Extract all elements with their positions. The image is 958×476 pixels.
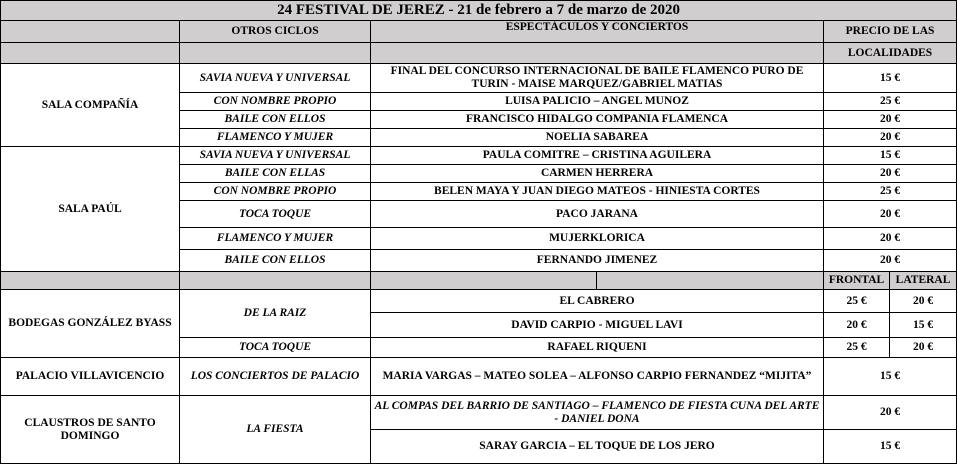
show-cell: BELEN MAYA Y JUAN DIEGO MATEOS - HINIESTA CORTES <box>371 183 824 201</box>
price-cell: 20 € <box>824 250 957 272</box>
price-cell: 25 € <box>824 183 957 201</box>
price-cell: 15 € <box>824 64 957 93</box>
header-shows: ESPECTÁCULOS Y CONCIERTOS <box>371 21 824 43</box>
show-cell: SARAY GARCIA – EL TOQUE DE LOS JERO <box>371 430 824 464</box>
show-cell: RAFAEL RIQUENI <box>371 338 824 358</box>
show-cell: FRANCISCO HIDALGO COMPANIA FLAMENCA <box>371 111 824 129</box>
show-cell: MARIA VARGAS – MATEO SOLEA – ALFONSO CARPIO FERNANDEZ “MIJITA” <box>371 358 824 396</box>
header-empty-cell <box>371 43 824 64</box>
frontal-price-cell: 20 € <box>824 313 890 338</box>
header-empty-cell <box>180 43 371 64</box>
header-empty-cell <box>1 21 180 43</box>
lateral-price-cell: 20 € <box>890 338 957 358</box>
table-row <box>1 64 957 93</box>
price-cell: 15 € <box>824 147 957 165</box>
cycle-cell: DE LA RAIZ <box>180 290 371 338</box>
show-cell: AL COMPAS DEL BARRIO DE SANTIAGO – FLAMENCO DE FIESTA CUNA DEL ARTE - DANIEL DONA <box>371 396 824 430</box>
lateral-price-cell: 15 € <box>890 313 957 338</box>
price-cell: 25 € <box>824 93 957 111</box>
header-row <box>1 21 957 43</box>
cycle-cell: CON NOMBRE PROPIO <box>180 93 371 111</box>
separator-cell <box>180 272 371 290</box>
show-cell: PACO JARANA <box>371 201 824 228</box>
table-row <box>1 147 957 165</box>
table-row <box>1 358 957 396</box>
show-cell: MUJERKLORICA <box>371 228 824 250</box>
table-title: 24 FESTIVAL DE JEREZ - 21 de febrero a 7 de marzo de 2020 <box>1 1 957 21</box>
price-cell: 20 € <box>824 165 957 183</box>
cycle-cell: BAILE CON ELLOS <box>180 111 371 129</box>
separator-cell <box>371 272 597 290</box>
separator-cell <box>1 272 180 290</box>
venue-palacio-villavicencio: PALACIO VILLAVICENCIO <box>1 358 180 396</box>
header-empty-cell <box>1 43 180 64</box>
show-cell: PAULA COMITRE – CRISTINA AGUILERA <box>371 147 824 165</box>
frontal-header: FRONTAL <box>824 272 890 290</box>
cycle-cell: FLAMENCO Y MUJER <box>180 228 371 250</box>
show-cell: EL CABRERO <box>371 290 824 313</box>
show-cell: LUISA PALICIO – ANGEL MUNOZ <box>371 93 824 111</box>
table-row <box>1 396 957 430</box>
price-cell: 20 € <box>824 201 957 228</box>
cycle-cell: FLAMENCO Y MUJER <box>180 129 371 147</box>
show-cell: CARMEN HERRERA <box>371 165 824 183</box>
frontal-price-cell: 25 € <box>824 290 890 313</box>
cycle-cell: SAVIA NUEVA Y UNIVERSAL <box>180 147 371 165</box>
price-cell: 20 € <box>824 396 957 430</box>
cycle-cell: BAILE CON ELLOS <box>180 250 371 272</box>
title-row <box>1 1 957 21</box>
lateral-header: LATERAL <box>890 272 957 290</box>
show-cell: DAVID CARPIO - MIGUEL LAVI <box>371 313 824 338</box>
price-cell: 20 € <box>824 129 957 147</box>
cycle-cell: SAVIA NUEVA Y UNIVERSAL <box>180 64 371 93</box>
venue-claustros-santo-domingo: CLAUSTROS DE SANTO DOMINGO <box>1 396 180 464</box>
header-price-line2: LOCALIDADES <box>824 43 957 64</box>
cycle-cell: TOCA TOQUE <box>180 201 371 228</box>
cycle-cell: LA FIESTA <box>180 396 371 464</box>
subheader-row <box>1 272 957 290</box>
price-cell: 15 € <box>824 358 957 396</box>
show-cell: FERNANDO JIMENEZ <box>371 250 824 272</box>
cycle-cell: LOS CONCIERTOS DE PALACIO <box>180 358 371 396</box>
header-price-line1: PRECIO DE LAS <box>824 21 957 43</box>
venue-sala-compania: SALA COMPAÑÍA <box>1 64 180 147</box>
table-row <box>1 290 957 313</box>
price-cell: 20 € <box>824 228 957 250</box>
header-row-2 <box>1 43 957 64</box>
header-cycles: OTROS CICLOS <box>180 21 371 43</box>
show-cell: NOELIA SABAREA <box>371 129 824 147</box>
price-cell: 15 € <box>824 430 957 464</box>
venue-bodegas-gonzalez-byass: BODEGAS GONZÁLEZ BYASS <box>1 290 180 358</box>
venue-sala-paul: SALA PAÚL <box>1 147 180 272</box>
lateral-price-cell: 20 € <box>890 290 957 313</box>
cycle-cell: TOCA TOQUE <box>180 338 371 358</box>
cycle-cell: BAILE CON ELLAS <box>180 165 371 183</box>
cycle-cell: CON NOMBRE PROPIO <box>180 183 371 201</box>
show-cell: FINAL DEL CONCURSO INTERNACIONAL DE BAILE FLAMENCO PURO DE TURIN - MAISE MARQUEZ/GABRIEL MATIAS <box>371 64 824 93</box>
frontal-price-cell: 25 € <box>824 338 890 358</box>
separator-cell <box>597 272 824 290</box>
price-cell: 20 € <box>824 111 957 129</box>
